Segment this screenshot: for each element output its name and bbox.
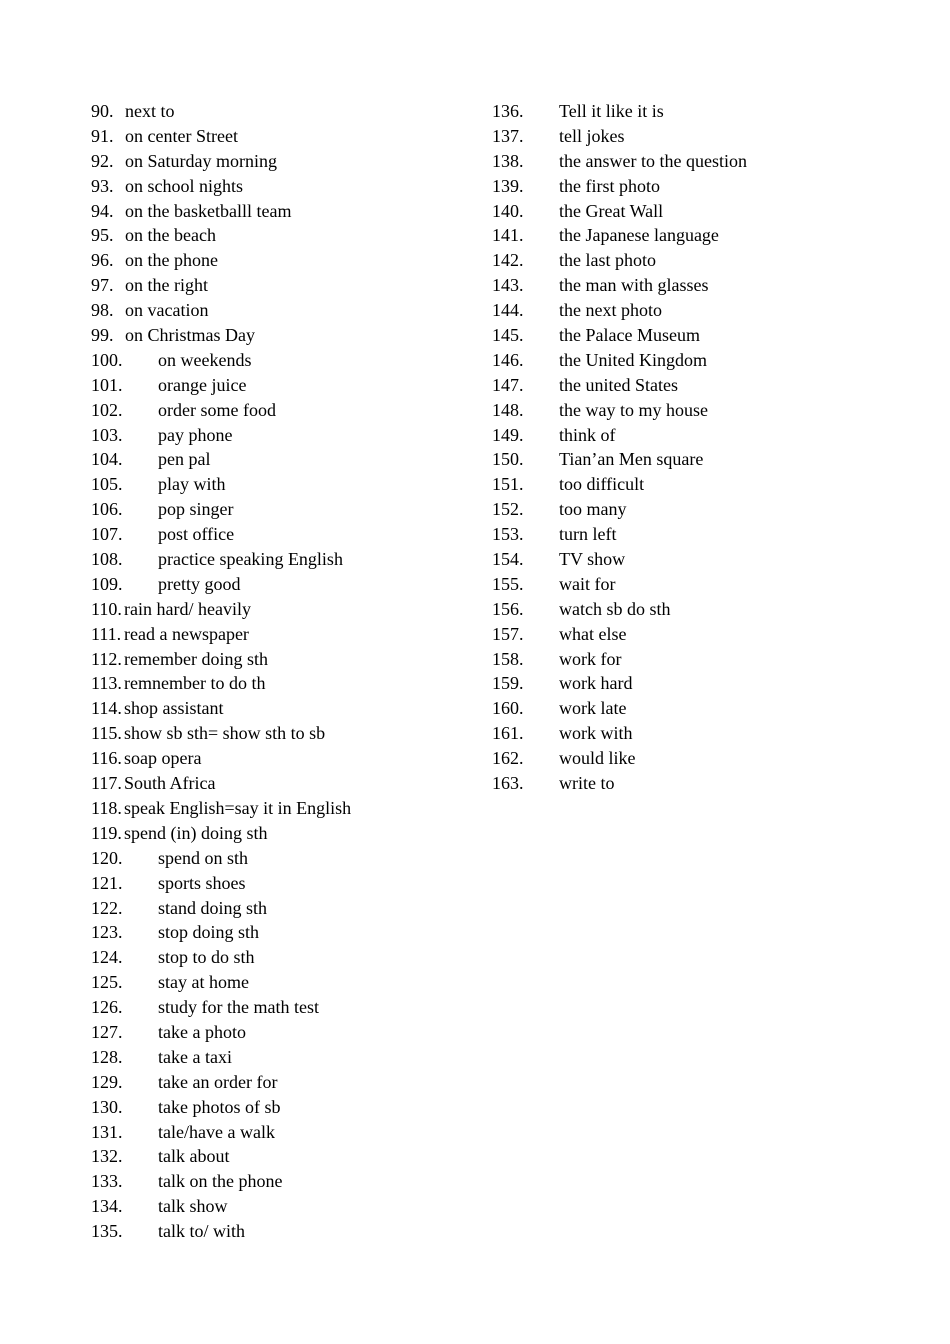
- item-text: on the basketballl team: [125, 200, 292, 221]
- item-text: talk on the phone: [158, 1171, 283, 1192]
- list-item: [91, 1045, 471, 1070]
- item-text: tell jokes: [559, 125, 625, 146]
- list-item: [492, 199, 872, 224]
- list-item: [91, 472, 471, 497]
- item-number: 110.: [91, 598, 122, 619]
- list-item: [91, 423, 471, 448]
- item-text: show sb sth= show sth to sb: [124, 723, 326, 744]
- list-item: [91, 248, 471, 273]
- list-item: [492, 622, 872, 647]
- item-number: 136.: [492, 101, 524, 121]
- item-text: turn left: [559, 524, 617, 545]
- list-item: [91, 896, 471, 921]
- list-item: [91, 223, 471, 248]
- list-item: [91, 871, 471, 896]
- item-text: soap opera: [124, 748, 202, 769]
- list-item: [91, 771, 471, 796]
- item-number: 112.: [91, 648, 122, 669]
- item-number: 155.: [492, 573, 524, 594]
- item-number: 142.: [492, 250, 524, 271]
- item-text: work late: [559, 698, 627, 719]
- item-number: 140.: [492, 200, 524, 221]
- item-number: 139.: [492, 175, 524, 196]
- item-number: 102.: [91, 399, 123, 420]
- item-number: 109.: [91, 573, 123, 594]
- list-item: [91, 1095, 471, 1120]
- item-text: play with: [158, 474, 226, 495]
- item-text: take a taxi: [158, 1046, 232, 1067]
- item-text: on center Street: [125, 125, 238, 146]
- list-item: [91, 323, 471, 348]
- item-text: stop to do sth: [158, 947, 255, 968]
- item-number: 149.: [492, 424, 524, 445]
- item-number: 125.: [91, 972, 123, 993]
- item-number: 132.: [91, 1146, 123, 1167]
- list-item: [91, 572, 471, 597]
- list-item: [492, 223, 872, 248]
- list-item: [492, 447, 872, 472]
- list-item: [91, 149, 471, 174]
- item-text: take a photo: [158, 1021, 246, 1042]
- list-item: [492, 298, 872, 323]
- item-text: study for the math test: [158, 997, 319, 1018]
- item-text: what else: [559, 623, 627, 644]
- list-item: [91, 373, 471, 398]
- list-item: [492, 572, 872, 597]
- list-item: [91, 821, 471, 846]
- item-number: 133.: [91, 1171, 123, 1192]
- item-text: pretty good: [158, 573, 241, 594]
- item-text: rain hard/ heavily: [124, 598, 251, 619]
- item-text: think of: [559, 424, 616, 445]
- list-item: [91, 174, 471, 199]
- item-number: 129.: [91, 1071, 123, 1092]
- item-number: 93.: [91, 175, 114, 196]
- item-number: 107.: [91, 524, 123, 545]
- item-text: on school nights: [125, 175, 244, 196]
- item-text: practice speaking English: [158, 549, 343, 570]
- list-item: [492, 323, 872, 348]
- list-item: [492, 522, 872, 547]
- list-item: [91, 99, 471, 124]
- item-text: South Africa: [124, 773, 216, 794]
- item-text: work for: [559, 648, 622, 669]
- item-text: remember doing sth: [124, 648, 268, 669]
- item-number: 151.: [492, 474, 524, 495]
- list-item: [91, 547, 471, 572]
- item-number: 90.: [91, 101, 114, 121]
- item-number: 141.: [492, 225, 524, 246]
- item-number: 159.: [492, 673, 524, 694]
- item-text: on the right: [125, 275, 208, 296]
- item-number: 160.: [492, 698, 524, 719]
- item-text: talk to/ with: [158, 1221, 245, 1242]
- item-text: speak English=say it in English: [124, 797, 352, 818]
- item-number: 126.: [91, 997, 123, 1018]
- item-text: Tell it like it is: [559, 101, 664, 121]
- item-text: sports shoes: [158, 872, 246, 893]
- item-number: 103.: [91, 424, 123, 445]
- list-item: [91, 124, 471, 149]
- list-item: [91, 1070, 471, 1095]
- right-phrase-list: [492, 99, 872, 796]
- item-text: on the beach: [125, 225, 216, 246]
- item-number: 130.: [91, 1096, 123, 1117]
- item-text: watch sb do sth: [559, 598, 671, 619]
- list-item: [91, 846, 471, 871]
- item-number: 128.: [91, 1046, 123, 1067]
- item-number: 96.: [91, 250, 114, 271]
- item-text: the last photo: [559, 250, 656, 271]
- item-number: 145.: [492, 325, 524, 346]
- item-text: spend (in) doing sth: [124, 822, 268, 843]
- item-text: the Japanese language: [559, 225, 719, 246]
- item-text: stand doing sth: [158, 897, 268, 918]
- item-text: write to: [559, 773, 615, 794]
- item-number: 127.: [91, 1021, 123, 1042]
- item-text: tale/have a walk: [158, 1121, 275, 1142]
- item-number: 94.: [91, 200, 114, 221]
- item-number: 95.: [91, 225, 114, 246]
- list-item: [492, 348, 872, 373]
- list-item: [492, 597, 872, 622]
- list-item: [91, 1020, 471, 1045]
- item-number: 124.: [91, 947, 123, 968]
- item-text: the next photo: [559, 300, 662, 321]
- list-item: [91, 945, 471, 970]
- list-item: [492, 472, 872, 497]
- item-number: 98.: [91, 300, 114, 321]
- item-text: stop doing sth: [158, 922, 260, 943]
- item-number: 115.: [91, 723, 122, 744]
- item-text: talk about: [158, 1146, 230, 1167]
- list-item: [492, 746, 872, 771]
- item-number: 117.: [91, 773, 122, 794]
- list-item: [91, 1144, 471, 1169]
- item-text: the United Kingdom: [559, 349, 707, 370]
- list-item: [91, 647, 471, 672]
- item-number: 119.: [91, 822, 122, 843]
- item-text: pen pal: [158, 449, 211, 470]
- item-number: 91.: [91, 125, 114, 146]
- list-item: [492, 497, 872, 522]
- list-item: [91, 1194, 471, 1219]
- item-number: 163.: [492, 773, 524, 794]
- left-phrase-list: [91, 99, 471, 1244]
- item-number: 114.: [91, 698, 122, 719]
- item-text: pop singer: [158, 499, 234, 520]
- item-text: the answer to the question: [559, 150, 747, 171]
- list-item: [91, 497, 471, 522]
- item-text: stay at home: [158, 972, 249, 993]
- item-number: 162.: [492, 748, 524, 769]
- list-item: [91, 746, 471, 771]
- item-text: the Great Wall: [559, 200, 664, 221]
- item-number: 123.: [91, 922, 123, 943]
- list-item: [492, 647, 872, 672]
- list-item: [91, 671, 471, 696]
- item-number: 100.: [91, 349, 123, 370]
- item-number: 135.: [91, 1221, 123, 1242]
- item-number: 131.: [91, 1121, 123, 1142]
- item-number: 157.: [492, 623, 524, 644]
- item-text: Tian’an Men square: [559, 449, 704, 470]
- list-item: [91, 348, 471, 373]
- list-item: [91, 1219, 471, 1244]
- list-item: [91, 273, 471, 298]
- item-number: 105.: [91, 474, 123, 495]
- item-text: on Christmas Day: [125, 325, 255, 346]
- item-text: take photos of sb: [158, 1096, 281, 1117]
- list-item: [492, 547, 872, 572]
- list-item: [492, 174, 872, 199]
- item-text: the man with glasses: [559, 275, 709, 296]
- item-text: on the phone: [125, 250, 218, 271]
- item-number: 122.: [91, 897, 123, 918]
- item-number: 147.: [492, 374, 524, 395]
- list-item: [91, 721, 471, 746]
- item-text: order some food: [158, 399, 276, 420]
- list-item: [492, 273, 872, 298]
- item-text: next to: [125, 101, 175, 121]
- item-number: 101.: [91, 374, 123, 395]
- item-number: 138.: [492, 150, 524, 171]
- item-text: too many: [559, 499, 627, 520]
- item-text: the Palace Museum: [559, 325, 700, 346]
- item-number: 106.: [91, 499, 123, 520]
- list-item: [91, 970, 471, 995]
- item-number: 154.: [492, 549, 524, 570]
- item-text: the united States: [559, 374, 678, 395]
- item-number: 92.: [91, 150, 114, 171]
- item-number: 99.: [91, 325, 114, 346]
- list-item: [492, 99, 872, 124]
- item-text: pay phone: [158, 424, 233, 445]
- item-text: read a newspaper: [124, 623, 249, 644]
- list-item: [492, 149, 872, 174]
- list-item: [492, 721, 872, 746]
- item-text: the way to my house: [559, 399, 708, 420]
- item-text: TV show: [559, 549, 626, 570]
- item-text: on Saturday morning: [125, 150, 277, 171]
- list-item: [492, 124, 872, 149]
- item-text: spend on sth: [158, 847, 248, 868]
- list-item: [91, 1169, 471, 1194]
- list-item: [492, 373, 872, 398]
- item-number: 153.: [492, 524, 524, 545]
- list-item: [91, 447, 471, 472]
- item-number: 152.: [492, 499, 524, 520]
- item-text: work hard: [559, 673, 633, 694]
- list-item: [492, 248, 872, 273]
- list-item: [492, 423, 872, 448]
- list-item: [91, 298, 471, 323]
- item-text: shop assistant: [124, 698, 224, 719]
- item-number: 134.: [91, 1196, 123, 1217]
- item-text: work with: [559, 723, 633, 744]
- item-text: remnember to do th: [124, 673, 266, 694]
- list-item: [91, 796, 471, 821]
- item-number: 121.: [91, 872, 123, 893]
- item-text: post office: [158, 524, 235, 545]
- item-number: 161.: [492, 723, 524, 744]
- item-number: 146.: [492, 349, 524, 370]
- list-item: [91, 696, 471, 721]
- list-item: [91, 398, 471, 423]
- list-item: [492, 696, 872, 721]
- item-text: wait for: [559, 573, 616, 594]
- item-number: 118.: [91, 797, 122, 818]
- list-item: [492, 771, 872, 796]
- item-number: 143.: [492, 275, 524, 296]
- item-text: on weekends: [158, 349, 252, 370]
- item-number: 120.: [91, 847, 123, 868]
- item-number: 111.: [91, 623, 122, 644]
- item-text: take an order for: [158, 1071, 278, 1092]
- item-number: 97.: [91, 275, 114, 296]
- item-text: the first photo: [559, 175, 660, 196]
- list-item: [91, 622, 471, 647]
- item-text: orange juice: [158, 374, 247, 395]
- list-item: [492, 671, 872, 696]
- item-text: talk show: [158, 1196, 228, 1217]
- list-item: [91, 522, 471, 547]
- list-item: [91, 1120, 471, 1145]
- item-number: 116.: [91, 748, 122, 769]
- list-item: [492, 398, 872, 423]
- item-number: 148.: [492, 399, 524, 420]
- list-item: [91, 995, 471, 1020]
- item-number: 113.: [91, 673, 122, 694]
- item-text: would like: [559, 748, 636, 769]
- item-number: 150.: [492, 449, 524, 470]
- item-number: 158.: [492, 648, 524, 669]
- list-item: [91, 199, 471, 224]
- item-number: 108.: [91, 549, 123, 570]
- item-number: 137.: [492, 125, 524, 146]
- item-number: 104.: [91, 449, 123, 470]
- item-text: too difficult: [559, 474, 645, 495]
- item-number: 144.: [492, 300, 524, 321]
- list-item: [91, 597, 471, 622]
- list-item: [91, 920, 471, 945]
- item-text: on vacation: [125, 300, 209, 321]
- item-number: 156.: [492, 598, 524, 619]
